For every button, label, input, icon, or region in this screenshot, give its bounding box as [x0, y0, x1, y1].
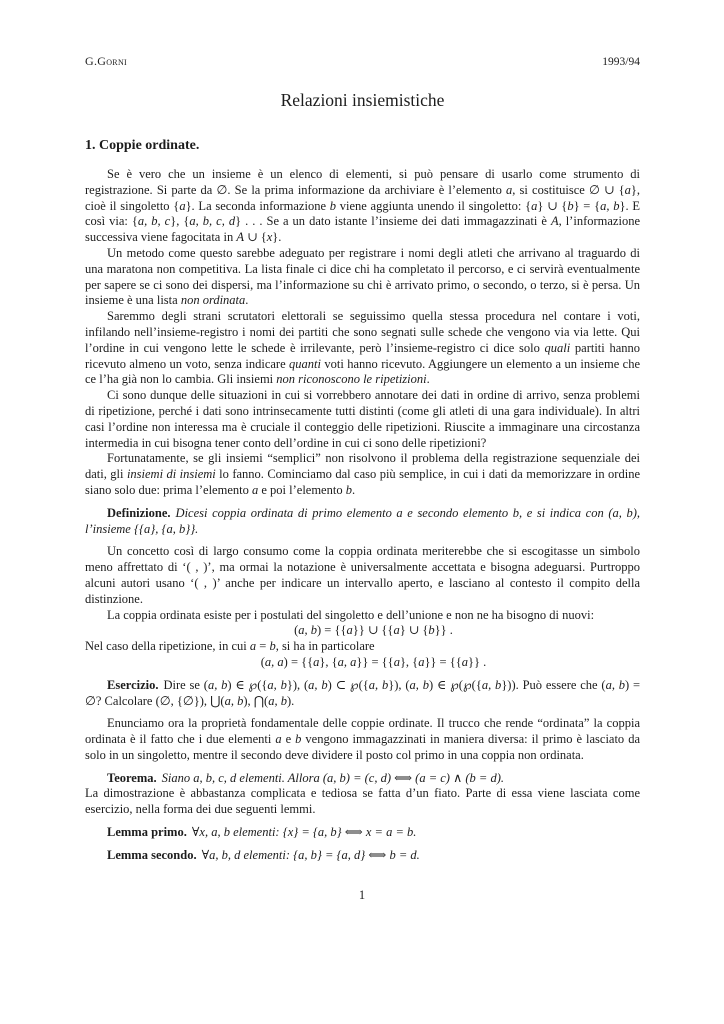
paragraph-postulati: La coppia ordinata esiste per i postulati del singoletto e dell’unione e non ne ha bisogno di nuovi: [107, 607, 595, 622]
equation-ripetizione: (a, a) = {{a}, {a, a}} = {{a}, {a}} = {{a}} . [260, 654, 487, 669]
paragraph-scrutatori: Saremmo degli strani scrutatori elettorali se seguissimo quella stessa procedura nel contare i voti, infilando nell’insieme-registro i nomi dei partiti che sono segnati sulle schede che vengono via via lette. Qui l’ordine in cui vengono lette le schede è irrilevante, però l’insieme-registro ci dice solo quali partiti hanno ricevuto almeno un voto, senza indicare quanti voti hanno ricevuto. Aggiungere un elemento a un insieme che ce l’ha già non lo cambia. Gli insiemi non riconoscono le ripetizioni. [85, 309, 640, 387]
document-title: Relazioni insiemistiche [280, 90, 445, 110]
equation-coppia-ordinata: (a, b) = {{a}} ∪ {{a} ∪ {b}} . [294, 623, 453, 638]
paragraph-ripetizioni: Ci sono dunque delle situazioni in cui si vorrebbero annotare dei dati in ordine di arrivo, senza problemi di ripetizione, perché i dati sono intrinsecamente tutti distinti (come gli atleti di una gara individuale). In altri casi l’ordine non interessa ma è cruciale il conteggio delle ripetizioni. Riuscite a immaginare una circostanza intermedia in cui bisogna tener conto dell’ordine in cui ci sono delle ripetizioni? [85, 388, 640, 450]
paragraph-proprieta-fondamentale: Enunciamo ora la proprietà fondamentale delle coppie ordinate. Il trucco che rende “ordinata” la coppia ordinata è il fatto che i due elementi a e b vengono immagazzinati in maniera diversa: il primo è lasciato da solo in un singoletto, mentre il secondo deve dividere il posto col primo in una coppia non ordinata. [85, 716, 640, 762]
lemma-secondo-block: Lemma secondo. ∀a, b, d elementi: {a, b} = {a, d} ⟺ b = d. [107, 847, 420, 862]
academic-year: 1993/94 [602, 56, 640, 68]
paragraph-maratona: Un metodo come questo sarebbe adeguato per registrare i nomi degli atleti che arrivano al traguardo di una maratona non competitiva. La lista finale ci dice chi ha completato il percorso, e ci servirà eventualmente per sapere se ci sono dei dispersi, ma l’informazione su chi è arrivato primo, o secondo, o terzo, si è persa. Un insieme è una lista non ordinata. [85, 245, 640, 308]
paragraph-dimostrazione: La dimostrazione è abbastanza complicata e tediosa se fatta d’un fiato. Parte di essa viene lasciata come esercizio, nella forma dei due seguenti lemmi. [85, 786, 640, 817]
section-heading: 1. Coppie ordinate. [85, 138, 200, 153]
definition-block: Definizione. Dicesi coppia ordinata di primo elemento a e secondo elemento b, e si indica con (a, b), l’insieme {{a}, {a, b}}. [85, 505, 640, 536]
exercise-block: Esercizio. Dire se (a, b) ∈ ℘({a, b}), (a, b) ⊂ ℘({a, b}), (a, b) ∈ ℘(℘({a, b})). Può essere che (a, b) = ∅? Calcolare (∅, {∅}), ⋃(a, b), ⋂(a, b). [85, 677, 641, 708]
theorem-block: Teorema. Siano a, b, c, d elementi. Allora (a, b) = (c, d) ⟺ (a = c) ∧ (b = d). [107, 770, 505, 785]
lemma-primo-block: Lemma primo. ∀x, a, b elementi: {x} = {a, b} ⟺ x = a = b. [107, 825, 417, 840]
paragraph-notazione: Un concetto così di largo consumo come la coppia ordinata meriterebbe che si escogitasse un simbolo meno affrettato di ‘( , )’, ma ormai la notazione è universalmente accettata e bisogna adeguarsi. Purtroppo alcuni autori usano ‘( , )’ anche per indicare un intervallo aperto, e lasciano al contesto il compito della distinzione. [85, 544, 640, 606]
paragraph-caso-ripetizione: Nel caso della ripetizione, in cui a = b, si ha in particolare [85, 639, 375, 654]
page-header [85, 54, 640, 69]
paragraph-insiemi-di-insiemi: Fortunatamente, se gli insiemi “semplici” non risolvono il problema della registrazione sequenziale dei dati, gli insiemi di insiemi lo fanno. Cominciamo dal caso più semplice, in cui i dati da memorizzare in ordine siano solo due: prima l’elemento a e poi l’elemento b. [85, 451, 640, 497]
author-name: G.Gorni [85, 54, 127, 68]
page-number: 1 [358, 888, 366, 902]
body-text [85, 167, 640, 864]
paragraph-registrazione: Se è vero che un insieme è un elenco di elementi, si può pensare di usarlo come strumento di registrazione. Si parte da ∅. Se la prima informazione da archiviare è l’elemento a, si costituisce ∅ ∪ {a}, cioè il singoletto {a}. La seconda informazione b viene aggiunta unendo il singoletto: {a} ∪ {b} = {a, b}. E così via: {a, b, c}, {a, b, c, d} . . . Se a un dato istante l’insieme dei dati immagazzinati è A, l’informazione successiva viene fagocitata in A ∪ {x}. [85, 167, 640, 245]
